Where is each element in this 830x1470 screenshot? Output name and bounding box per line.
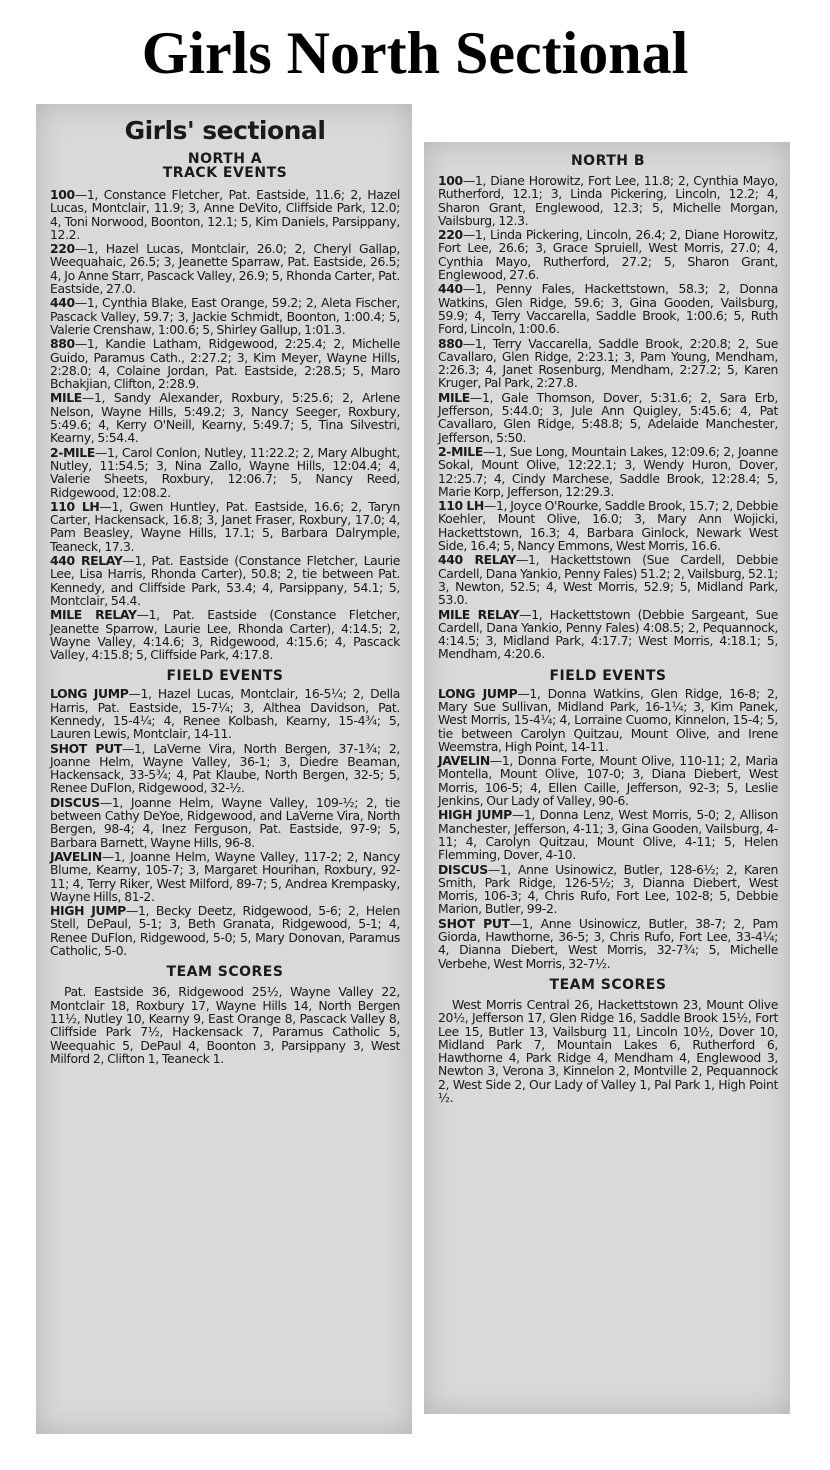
event-placings: —1, Gwen Huntley, Pat. Eastside, 16.6; 2, Taryn Carter, Hackensack, 16.8; 3, Janet Fraser, Roxbury, 17.0; 4, Pam Beasley, Wayne Hills, 17.1; 5, Barbara Dalrymple, Teaneck, 17.3. [50,498,401,554]
event-placings: —1, Anne Usinowicz, Butler, 128-6½; 2, Karen Smith, Park Ridge, 126-5½; 3, Dianna Diebert, West Morris, 106-3; 4, Chris Rufo, Fort Lee, 102-8; 5, Debbie Marion, Butler, 99-2. [438,861,778,917]
event-name: DISCUS [438,861,488,877]
event-placings: —1, Joanne Helm, Wayne Valley, 117-2; 2, Nancy Blume, Kearny, 105-7; 3, Margaret Hourihan, Roxbury, 92-11; 4, Terry Riker, West Milford, 89-7; 5, Andrea Krempasky, Wayne Hills, 81-2. [50,848,400,904]
event-placings: —1, Becky Deetz, Ridgewood, 5-6; 2, Helen Stell, DePaul, 5-1; 3, Beth Granata, Ridgewood, 5-1; 4, Renee DuFlon, Ridgewood, 5-0; 5, Mary Donovan, Paramus Catholic, 5-0. [50,903,400,959]
event-name: JAVELIN [438,753,490,769]
event-placings: —1, Donna Lenz, West Morris, 5-0; 2, Allison Manchester, Jefferson, 4-11; 3, Gina Gooden, Vailsburg, 4-11; 4, Carolyn Quitzau, Mount Olive, 4-11; 5, Helen Flemming, Dover, 4-10. [438,807,778,863]
event-placings: —1, Joanne Helm, Wayne Valley, 109-½; 2, tie between Cathy DeYoe, Ridgewood, and LaVerne Vira, North Bergen, 98-4; 4, Inez Ferguson, Pat. Eastside, 97-9; 5, Barbara Barnett, Wayne Hills, 96-8. [50,794,400,850]
event-placings: —1, Cynthia Blake, East Orange, 59.2; 2, Aleta Fischer, Pascack Valley, 59.7; 3, Jackie Schmidt, Boonton, 1:00.4; 5, Valerie Crenshaw, 1:00.6; 5, Shirley Gallup, 1:01.3. [50,295,400,337]
event-result [438,499,778,552]
event-result [438,337,778,390]
event-placings: —1, Hazel Lucas, Montclair, 16-5¼; 2, Della Harris, Pat. Eastside, 15-7¼; 3, Althea Davidson, Pat. Kennedy, 15-4¼; 4, Renee Kolbash, Kearny, 15-4¾; 5, Lauren Lewis, Montclair, 14-11. [50,686,400,742]
event-result [438,228,778,281]
event-name: 2-MILE [438,443,483,459]
field-events-list [438,687,778,970]
event-result [438,391,778,444]
event-result [438,608,778,661]
event-name: 100 [50,187,75,202]
event-name: 220 [438,227,463,243]
event-name: 2-MILE [50,444,95,460]
event-name: SHOT PUT [438,915,510,931]
event-result [438,754,778,807]
section-heading-north-b: NORTH B [570,153,646,169]
event-name: 110 LH [50,498,100,514]
section-heading-north-a: NORTH A [187,151,263,167]
event-result [50,391,400,444]
event-placings: —1, Donna Forte, Mount Olive, 110-11; 2, Maria Montella, Mount Olive, 107-0; 3, Diana Diebert, West Morris, 106-5; 4, Ellen Caille, Jefferson, 92-3; 5, Leslie Jenkins, Our Lady of Valley, 90-6. [438,753,778,809]
event-result [438,863,778,916]
event-placings: —1, Sandy Alexander, Roxbury, 5:25.6; 2, Arlene Nelson, Wayne Hills, 5:49.2; 3, Nancy Seeger, Roxbury, 5:49.6; 4, Kerry O'Neill, Kearny, 5:49.7; 5, Tina Silvestri, Kearny, 5:54.4. [50,390,400,446]
event-name: MILE RELAY [50,607,137,623]
team-scores-text: Pat. Eastside 36, Ridgewood 25½, Wayne Valley 22, Montclair 18, Roxbury 17, Wayne Hills 14, North Bergen 11½, Nutley 10, Kearny 9, East Orange 8, Pascack Valley 8, Cliffside Park 7½, Hackensack 7, Paramus Catholic 5, Weequahic 5, DePaul 4, Boonton 3, Parsippany 3, West Milford 2, Clifton 1, Teaneck 1. [50,984,400,1066]
team-scores-heading: TEAM SCORES [549,976,667,993]
event-placings: —1, Pat. Eastside (Constance Fletcher, Laurie Lee, Lisa Harris, Rhonda Carter), 50.8; 2, tie between Pat. Kennedy, and Cliffside Park, 53.4; 4, Parsippany, 54.1; 5, Montclair, 54.4. [50,553,400,608]
event-placings: —1, Hazel Lucas, Montclair, 26.0; 2, Cheryl Gallap, Weequahaic, 26.5; 3, Jeanette Sparraw, Pat. Eastside, 26.5; 4, Jo Anne Starr, Pascack Valley, 26.9; 5, Rhonda Carter, Pat. Eastside, 27.0. [50,241,400,297]
event-placings: —1, Linda Pickering, Lincoln, 26.4; 2, Diane Horowitz, Fort Lee, 26.6; 3, Grace Spruiell, West Morris, 27.0; 4, Cynthia Mayo, Rutherford, 27.2; 5, Sharon Grant, Englewood, 27.6. [438,227,778,283]
event-result [438,174,778,227]
team-scores-text: West Morris Central 26, Hackettstown 23, Mount Olive 20½, Jefferson 17, Glen Ridge 16, Saddle Brook 15½, Fort Lee 15, Butler 13, Vailsburg 11, Lincoln 10½, Dover 10, Midland Park 7, Mountain Lakes 6, Rutherford 6, Hawthorne 4, Park Ridge 4, Mendham 4, Englewood 3, Newton 3, Verona 3, Kinnelon 2, Montville 2, Pequannock 2, West Side 2, Our Lady of Valley 1, Pal Park 1, High Point ½. [438,996,778,1105]
track-events-list [50,188,400,661]
event-placings: —1, Terry Vaccarella, Saddle Brook, 2:20.8; 2, Sue Cavallaro, Glen Ridge, 2:23.1; 3, Pam Young, Mendham, 2:26.3; 4, Janet Rosenburg, Mendham, 2:27.2; 5, Karen Kruger, Pal Park, 2:27.8. [438,335,778,391]
event-result [50,850,400,903]
event-name: DISCUS [50,794,100,810]
event-result [50,742,400,795]
event-name: 110 LH [438,498,484,514]
event-result [438,687,778,753]
event-name: 880 [50,336,75,352]
clipping-north-a [36,104,412,1434]
event-result [50,296,400,336]
event-result [50,608,400,661]
event-placings: —1, Hackettstown (Debbie Sargeant, Sue Cardell, Dana Yankio, Penny Fales) 4:08.5; 2, Pequannock, 4:14.5; 3, Midland Park, 4:17.7; West Morris, 4:18.1; 5, Mendham, 4:20.6. [438,606,778,662]
event-name: HIGH JUMP [50,903,126,919]
event-name: LONG JUMP [438,685,518,701]
event-result [50,904,400,957]
event-result [438,282,778,335]
event-placings: —1, Hackettstown (Sue Cardell, Debbie Cardell, Dana Yankio, Penny Fales) 51.2; 2, Vailsburg, 52.1; 3, Newton, 52.5; 4, West Morris, 52.9; 5, Midland Park, 53.0. [438,552,779,608]
event-placings: —1, Anne Usinowicz, Butler, 38-7; 2, Pam Giorda, Hawthorne, 36-5; 3, Chris Rufo, Fort Lee, 33-4¼; 4, Dianna Diebert, West Morris, 32-7¾; 5, Michelle Verbehe, West Morris, 32-7½. [438,915,779,971]
event-name: JAVELIN [50,848,102,864]
event-result [50,796,400,849]
event-name: 220 [50,241,75,257]
event-placings: —1, Constance Fletcher, Pat. Eastside, 11.6; 2, Hazel Lucas, Montclair, 11.9; 3, Anne DeVito, Cliffside Park, 12.0; 4, Toni Norwood, Boonton, 12.1; 5, Kim Daniels, Parsippany, 12.2. [50,187,400,242]
event-placings: —1, LaVerne Vira, North Bergen, 37-1¾; 2, Joanne Helm, Wayne Valley, 36-1; 3, Diedre Beaman, Hackensack, 33-5¾; 4, Pat Klaube, North Bergen, 32-5; 5, Renee DuFlon, Ridgewood, 32-½. [50,740,400,796]
event-placings: —1, Sue Long, Mountain Lakes, 12:09.6; 2, Joanne Sokal, Mount Olive, 12:22.1; 3, Wendy Huron, Dover, 12:25.7; 4, Cindy Marchese, Saddle Brook, 12:28.4; 5, Marie Korp, Jefferson, 12:29.3. [438,443,778,499]
event-placings: —1, Donna Watkins, Glen Ridge, 16-8; 2, Mary Sue Sullivan, Midland Park, 16-1¼; 3, Kim Panek, West Morris, 15-4¼; 4, Lorraine Cuomo, Kinnelon, 15-4; 5, tie between Carolyn Quitzau, Mount Olive, and Irene Weemstra, High Point, 14-11. [438,685,778,754]
event-result [50,554,400,607]
clipping-body [424,142,790,1104]
event-result [50,188,400,241]
event-result [50,337,400,390]
track-events-list [438,174,778,661]
event-result [438,553,778,606]
event-placings: —1, Kandie Latham, Ridgewood, 2:25.4; 2, Michelle Guido, Paramus Cath., 2:27.2; 3, Kim Meyer, Wayne Hills, 2:28.0; 4, Colaine Jordan, Pat. Eastside, 2:28.5; 5, Maro Bchakjian, Clifton, 2:28.9. [50,336,400,392]
event-name: 440 RELAY [438,552,516,568]
field-events-heading: FIELD EVENTS [549,667,667,684]
event-name: 440 [50,295,75,311]
event-placings: —1, Pat. Eastside (Constance Fletcher, Jeanette Sparrow, Laurie Lee, Rhonda Carter), 4:14.5; 2, Wayne Valley, 4:14.6; 3, Ridgewood, 4:15.6; 4, Pascack Valley, 4:15.8; 5, Cliffside Park, 4:17.8. [50,607,400,663]
event-result [438,808,778,861]
page-title: Girls North Sectional [141,20,689,86]
event-name: MILE RELAY [438,606,520,622]
event-name: SHOT PUT [50,740,122,756]
event-placings: —1, Carol Conlon, Nutley, 11:22.2; 2, Mary Albught, Nutley, 11:54.5; 3, Nina Zallo, Wayne Hills, 12:04.4; 4, Valerie Sheets, Roxbury, 12:06.7; 5, Nancy Reed, Ridgewood, 12:08.2. [50,444,400,500]
field-events-list [50,687,400,957]
event-name: MILE [50,390,82,406]
event-name: MILE [438,389,470,405]
event-result [50,242,400,295]
event-name: 100 [438,173,463,188]
clipping-headline: Girls' sectional [124,116,326,145]
event-result [50,446,400,499]
event-name: 440 [438,281,463,297]
event-placings: —1, Gale Thomson, Dover, 5:31.6; 2, Sara Erb, Jefferson, 5:44.0; 3, Jule Ann Quigley, 5:45.6; 4, Pat Cavallaro, Glen Ridge, 5:48.8; 5, Adelaide Manchester, Jefferson, 5:50. [438,389,778,445]
field-events-heading: FIELD EVENTS [166,668,284,685]
event-name: 880 [438,335,463,351]
event-name: HIGH JUMP [438,807,512,823]
event-result [50,687,400,740]
event-placings: —1, Joyce O'Rourke, Saddle Brook, 15.7; 2, Debbie Koehler, Mount Olive, 16.0; 3, Mary Ann Wojicki, Hackettstown, 16.3; 4, Barbara Ginlock, Newark West Side, 16.4; 5, Nancy Emmons, West Morris, 16.6. [438,498,778,554]
event-placings: —1, Diane Horowitz, Fort Lee, 11.8; 2, Cynthia Mayo, Rutherford, 12.1; 3, Linda Pickering, Lincoln, 12.2; 4, Sharon Grant, Englewood, 12.3; 5, Michelle Morgan, Vailsburg, 12.3. [438,173,778,228]
team-scores-heading: TEAM SCORES [166,964,284,981]
clipping-body [36,104,412,1065]
event-result [50,500,400,553]
event-name: LONG JUMP [50,686,129,702]
event-result [438,445,778,498]
event-placings: —1, Penny Fales, Hackettstown, 58.3; 2, Donna Watkins, Glen Ridge, 59.6; 3, Gina Gooden, Vailsburg, 59.9; 4, Terry Vaccarella, Saddle Brook, 1:00.6; 5, Ruth Ford, Lincoln, 1:00.6. [438,281,778,337]
event-result [438,917,778,970]
track-events-heading: TRACK EVENTS [162,165,288,181]
clipping-north-b [424,142,790,1414]
event-name: 440 RELAY [50,553,123,569]
